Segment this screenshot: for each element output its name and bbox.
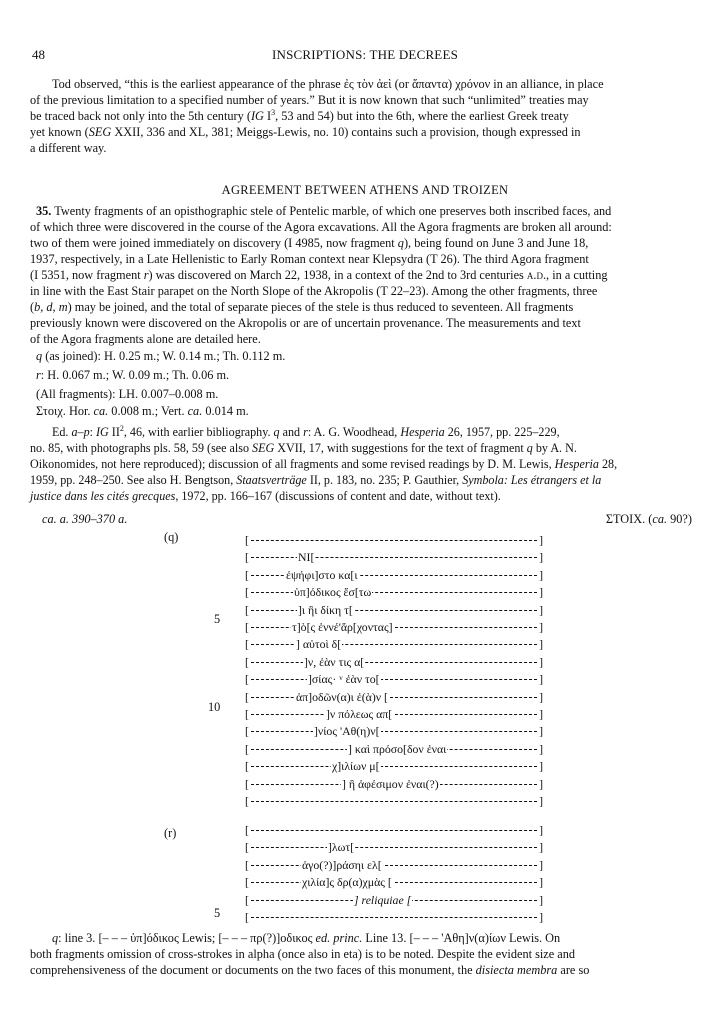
inscription-text: ἐψήφι]στο κα[ι xyxy=(286,567,358,582)
stoichedon-note: ΣΤΟΙΧ. (ca. 90?) xyxy=(605,512,692,526)
lacuna-dash xyxy=(251,540,537,541)
line-number: 5 xyxy=(214,906,221,920)
inscription-text: ] καὶ πρόσο[δον ἐναι xyxy=(348,741,447,756)
entry-line: 35. Twenty fragments of an opisthographic stele of Pentelic marble, of which one preserves both inscribed faces, and xyxy=(36,204,612,218)
left-bracket: [ xyxy=(245,892,249,907)
inscription-text: ] ἢ ἀφέσιμον ἐναι(?) xyxy=(342,776,439,791)
right-bracket: ] xyxy=(539,620,543,634)
right-bracket: ] xyxy=(539,672,543,687)
left-bracket: [ xyxy=(245,724,249,739)
entry-line: in line with the East Stair parapet on the North Slope of the Akropolis (T 22–23). Among the other fragments, three xyxy=(30,284,598,298)
inscription-text: ]ι ἢι δίκη τ[ xyxy=(298,602,353,617)
inscription-line xyxy=(245,620,543,634)
inscription-line xyxy=(245,707,543,721)
left-bracket: [ xyxy=(245,840,249,855)
lacuna-dash xyxy=(251,662,537,663)
editions-line: 1959, pp. 248–250. See also H. Bengtson, Staatsverträge II, p. 183, no. 235; P. Gauthier, Symbola: Les étrangers et la xyxy=(30,473,602,487)
lacuna-dash xyxy=(251,847,537,848)
footnote-line: q: line 3. [– – – ὑπ]όδικος Lewis; [– – – πρ(?)]οδικος ed. princ. Line 13. [– – – 'Αθη]ν(α)ίων Lewis. On xyxy=(52,931,561,945)
left-bracket: [ xyxy=(245,567,249,582)
right-bracket: ] xyxy=(539,823,543,837)
left-bracket: [ xyxy=(245,910,249,924)
inscription-line xyxy=(245,759,543,773)
lacuna-dash xyxy=(251,610,537,611)
left-bracket: [ xyxy=(245,741,249,756)
inscription-text: ]λωτ[ xyxy=(328,840,355,855)
inscription-line xyxy=(245,823,543,837)
left-bracket: [ xyxy=(245,759,249,774)
left-bracket: [ xyxy=(245,857,249,872)
inscription-text: ἀπ]οδῶν(α)ι ἐ(ὰ)ν [ xyxy=(296,689,388,704)
lacuna-dash xyxy=(251,679,537,680)
right-bracket: ] xyxy=(539,637,543,652)
inscription-line xyxy=(245,533,543,547)
right-bracket: ] xyxy=(539,567,543,582)
inscription-line xyxy=(245,742,543,756)
inscription-line xyxy=(245,637,543,651)
intro-line: be traced back not only into the 5th century (IG $I^3$, 53 and 54) but into the 6th, where the earliest Greek treaty xyxy=(30,108,569,123)
inscription-text: ἀγο(?)]ράσηι ελ[ xyxy=(302,857,382,872)
left-bracket: [ xyxy=(245,533,249,547)
right-bracket: ] xyxy=(539,776,543,791)
page-number: 48 xyxy=(32,47,45,62)
inscription-text: τ]ὸ[ς ἐννέ'ἄρ[χοντας] xyxy=(292,620,393,634)
entry-line: 1937, respectively, in a Late Hellenistic to Early Roman context near Klepsydra (T 26). The third Agora fragment xyxy=(30,252,589,266)
inscription-line xyxy=(245,893,543,907)
entry-line: of the Agora fragments alone are detailed here. xyxy=(30,332,261,346)
right-bracket: ] xyxy=(539,533,543,547)
footnote-line: both fragments omission of cross-strokes in alpha (once also in eta) is to be noted. Despite the evident size and xyxy=(30,947,576,961)
left-bracket: [ xyxy=(245,823,249,837)
inscription-line xyxy=(245,568,543,582)
left-bracket: [ xyxy=(245,637,249,652)
intro-line: Tod observed, “this is the earliest appearance of the phrase ἐς τὸν ἀεὶ (or ἅπαντα) χρόνον in an alliance, in place xyxy=(52,77,604,91)
lacuna-dash xyxy=(251,882,537,883)
inscription-text: ] αὐτοὶ δ[ xyxy=(296,637,342,652)
left-bracket: [ xyxy=(245,672,249,687)
left-bracket: [ xyxy=(245,875,249,890)
right-bracket: ] xyxy=(539,550,543,565)
lacuna-dash xyxy=(251,731,537,732)
left-bracket: [ xyxy=(245,585,249,600)
lacuna-dash xyxy=(251,714,537,715)
left-bracket: [ xyxy=(245,794,249,808)
left-bracket: [ xyxy=(245,689,249,704)
editions-line: justice dans les cités grecques, 1972, pp. 166–167 (discussions of content and date, without text). xyxy=(30,489,501,503)
right-bracket: ] xyxy=(539,759,543,774)
left-bracket: [ xyxy=(245,550,249,565)
left-bracket: [ xyxy=(245,620,249,634)
intro-line: a different way. xyxy=(30,141,107,155)
inscription-line xyxy=(245,875,543,889)
inscription-line xyxy=(245,690,543,704)
right-bracket: ] xyxy=(539,794,543,808)
entry-line: (I 5351, now fragment r) was discovered on March 22, 1938, in a context of the 2nd to 3rd centuries a.d., in a cutting xyxy=(30,268,608,282)
inscription-line xyxy=(245,794,543,808)
right-bracket: ] xyxy=(539,875,543,890)
entry-number: 35. xyxy=(36,204,52,218)
inscription-text: ]σίας· ᵛ ἐὰν το[ xyxy=(308,672,380,687)
intro-line: yet known (SEG XXII, 336 and XL, 381; Meiggs-Lewis, no. 10) contains such a provision, though expressed in xyxy=(30,125,581,139)
left-bracket: [ xyxy=(245,707,249,721)
inscription-line xyxy=(245,550,543,564)
inscription-line xyxy=(245,672,543,686)
inscription-text: ]νίος 'Αθ(η)ν[ xyxy=(314,724,380,739)
right-bracket: ] xyxy=(539,840,543,855)
section-title: AGREEMENT BETWEEN ATHENS AND TROIZEN xyxy=(221,183,509,197)
editions-line: Ed. a–p: IG $II^2$, 46, with earlier bibliography. q and r: A. G. Woodhead, Hesperia 26, 1957, pp. 225–229, xyxy=(52,424,560,439)
entry-line: two of them were joined immediately on discovery (I 4985, now fragment q), being found on June 3 and June 18, xyxy=(30,236,589,250)
measurement-stoich: Στοιχ. Hor. ca. 0.008 m.; Vert. ca. 0.014 m. xyxy=(36,404,249,418)
inscription-line xyxy=(245,585,543,599)
page-header xyxy=(30,47,700,65)
left-bracket: [ xyxy=(245,602,249,617)
footnote-line: comprehensiveness of the document or documents on the two faces of this monument, the disiecta membra are so xyxy=(30,963,590,977)
measurement-r: r: H. 0.067 m.; W. 0.09 m.; Th. 0.06 m. xyxy=(36,368,230,382)
right-bracket: ] xyxy=(539,689,543,704)
line-number: 10 xyxy=(208,700,221,714)
lacuna-dash xyxy=(251,644,537,645)
date-line: ca. a. 390–370 a. xyxy=(42,512,128,526)
inscription-text: χ]ιλίων μ[ xyxy=(332,759,380,774)
right-bracket: ] xyxy=(539,602,543,617)
lacuna-dash xyxy=(251,865,537,866)
lacuna-dash xyxy=(251,766,537,767)
inscription-line xyxy=(245,858,543,872)
right-bracket: ] xyxy=(539,910,543,924)
right-bracket: ] xyxy=(539,724,543,739)
right-bracket: ] xyxy=(539,857,543,872)
measurement-all: (All fragments): LH. 0.007–0.008 m. xyxy=(36,387,219,401)
left-bracket: [ xyxy=(245,654,249,669)
right-bracket: ] xyxy=(539,741,543,756)
fragment-q-label: (q) xyxy=(164,530,179,544)
right-bracket: ] xyxy=(539,585,543,600)
inscription-text: ΝΙ[ xyxy=(298,550,315,565)
line-number: 5 xyxy=(214,612,221,626)
fragment-r-label: (r) xyxy=(164,826,177,840)
inscription-line xyxy=(245,840,543,854)
inscription-text: ]ν πόλεως απ[ xyxy=(326,707,393,721)
lacuna-dash xyxy=(251,830,537,831)
inscription-line xyxy=(245,655,543,669)
lacuna-dash xyxy=(251,697,537,698)
lacuna-dash xyxy=(251,557,537,558)
entry-line: previously known were discovered on the Akropolis or are of uncertain provenance. The measurements and text xyxy=(30,316,581,330)
editions-line: Oikonomides, not here reproduced); discussion of all fragments and some revised readings by D. M. Lewis, Hesperia 28, xyxy=(30,457,618,471)
inscription-text: χιλία]ς δρ(α)χμὰς [ xyxy=(302,875,392,890)
intro-line: of the previous limitation to a specified number of years.” But it is now known that such “unlimited” treaties may xyxy=(30,93,589,107)
editions-line: no. 85, with photographs pls. 58, 59 (see also SEG XVII, 17, with suggestions for the text of fragment q by A. N. xyxy=(30,441,577,455)
inscription-text: ]ν, ἐὰν τις α[ xyxy=(304,654,365,669)
right-bracket: ] xyxy=(539,707,543,721)
entry-line: of which three were discovered in the course of the Agora excavations. All the Agora fragments are broken all around: xyxy=(30,220,612,234)
lacuna-dash xyxy=(251,917,537,918)
lacuna-dash xyxy=(251,801,537,802)
right-bracket: ] xyxy=(539,654,543,669)
measurement-q: q (as joined): H. 0.25 m.; W. 0.14 m.; Th. 0.112 m. xyxy=(36,349,286,363)
inscription-line xyxy=(245,777,543,791)
entry-line: (b, d, m) may be joined, and the total of separate pieces of the stele is thus reduced to seventeen. All fragments xyxy=(30,300,574,314)
inscription-line xyxy=(245,603,543,617)
inscription-text: ] reliquiae [ xyxy=(354,892,412,907)
running-title: INSCRIPTIONS: THE DECREES xyxy=(271,47,459,62)
inscription-text: ὑπ]όδικος ἔσ[τω xyxy=(294,585,372,600)
right-bracket: ] xyxy=(539,892,543,907)
inscription-line xyxy=(245,910,543,924)
left-bracket: [ xyxy=(245,776,249,791)
inscription-line xyxy=(245,724,543,738)
